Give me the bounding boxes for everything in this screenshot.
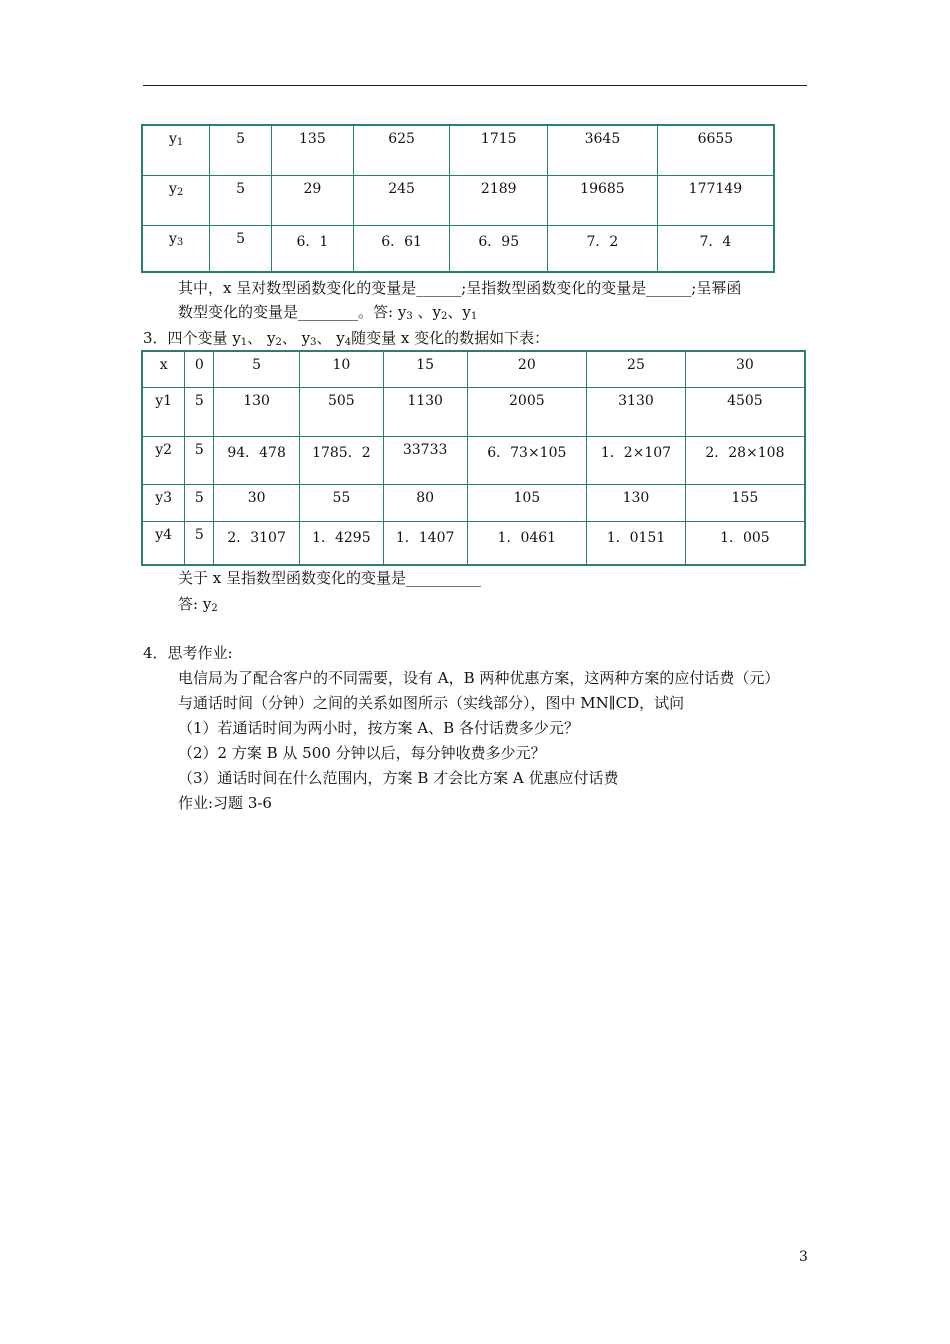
header-cell: x [142,351,185,387]
table-cell: 30 [214,484,300,521]
sub-question: （2）2 方案 B 从 500 分钟以后，每分钟收费多少元？ [178,744,546,762]
header-cell: 30 [685,351,805,387]
table-cell: y1 [142,387,185,436]
table-cell: y3 [142,484,185,521]
table-cell: 245 [353,175,450,225]
table-cell: 5 [210,175,272,225]
table-cell: 1．005 [685,521,805,565]
table-row [142,387,805,436]
row-label: $y_1$ [142,125,210,175]
header-cell: 0 [185,351,214,387]
table-row [142,436,805,484]
table-cell: 7．4 [657,225,774,272]
table-cell: 6．73×105 [467,436,587,484]
table-cell: 2189 [450,175,548,225]
table-row [142,484,805,521]
question-text: 关于 x 呈指数型函数变化的变量是__________ [178,569,481,587]
header-cell: 15 [383,351,467,387]
data-table-2 [141,350,806,566]
question-4-title: 4．思考作业: [143,644,233,662]
table-row [142,521,805,565]
header-cell: 5 [214,351,300,387]
table-cell: 6．61 [353,225,450,272]
table-cell: 5 [210,225,272,272]
table-cell: 6655 [657,125,774,175]
table-cell: 1715 [450,125,548,175]
table-cell: y4 [142,521,185,565]
table-cell: 135 [272,125,354,175]
table-cell: 1．0461 [467,521,587,565]
table-cell: 4505 [685,387,805,436]
header-rule [143,85,807,86]
table-cell: 155 [685,484,805,521]
paragraph-line: 电信局为了配合客户的不同需要，设有 A，B 两种优惠方案，这两种方案的应付话费（元） [178,669,780,687]
question-text: 其中，x 呈对数型函数变化的变量是______;呈指数型函数变化的变量是______;呈幂函 [178,279,742,297]
table-cell: 1130 [383,387,467,436]
header-cell: 20 [467,351,587,387]
table-row [142,125,774,175]
table-cell: y2 [142,436,185,484]
data-table-1 [141,124,775,273]
table-row [142,225,774,272]
header-cell: 10 [299,351,383,387]
paragraph-line: 与通话时间（分钟）之间的关系如图所示（实线部分），图中 MN∥CD，试问 [178,694,685,712]
table-cell: 55 [299,484,383,521]
table-cell: 1785．2 [299,436,383,484]
table-cell: 80 [383,484,467,521]
table-cell: 5 [210,125,272,175]
table-cell: 6．1 [272,225,354,272]
table-cell: 94．478 [214,436,300,484]
table-cell: 7．2 [548,225,658,272]
table-cell: 130 [214,387,300,436]
answer-line: 数型变化的变量是________。答: $y_3$ 、$y_2$、$y_1$ [178,303,478,322]
table-cell: 625 [353,125,450,175]
page-number: 3 [799,1249,808,1265]
table-cell: 5 [185,521,214,565]
table-cell: 2005 [467,387,587,436]
table-cell: 177149 [657,175,774,225]
table-cell: 3130 [587,387,686,436]
table-cell: 1．4295 [299,521,383,565]
question-3-title: 3．四个变量 $y_1$、 $y_2$、 $y_3$、 $y_4$随变量 x 变化的数据如下表： [143,329,550,348]
homework-line: 作业:习题 3-6 [178,794,272,812]
table-cell: 1．1407 [383,521,467,565]
table-cell: 130 [587,484,686,521]
table-cell: 2．3107 [214,521,300,565]
table-cell: 29 [272,175,354,225]
row-label: $y_3$ [142,225,210,272]
table-header-row [142,351,805,387]
header-cell: 25 [587,351,686,387]
table-cell: 2．28×108 [685,436,805,484]
table-cell: 19685 [548,175,658,225]
table-row [142,175,774,225]
table-cell: 5 [185,436,214,484]
sub-question: （1）若通话时间为两小时，按方案 A、B 各付话费多少元？ [178,719,579,737]
table-cell: 505 [299,387,383,436]
table-cell: 6．95 [450,225,548,272]
table-cell: 5 [185,387,214,436]
sub-question: （3）通话时间在什么范围内，方案 B 才会比方案 A 优惠应付话费 [178,769,619,787]
table-cell: 1．0151 [587,521,686,565]
table-cell: 33733 [383,436,467,484]
table-cell: 3645 [548,125,658,175]
table-cell: 105 [467,484,587,521]
row-label: $y_2$ [142,175,210,225]
table-cell: 5 [185,484,214,521]
table-cell: 1．2×107 [587,436,686,484]
answer-line: 答: $y_2$ [178,595,218,614]
